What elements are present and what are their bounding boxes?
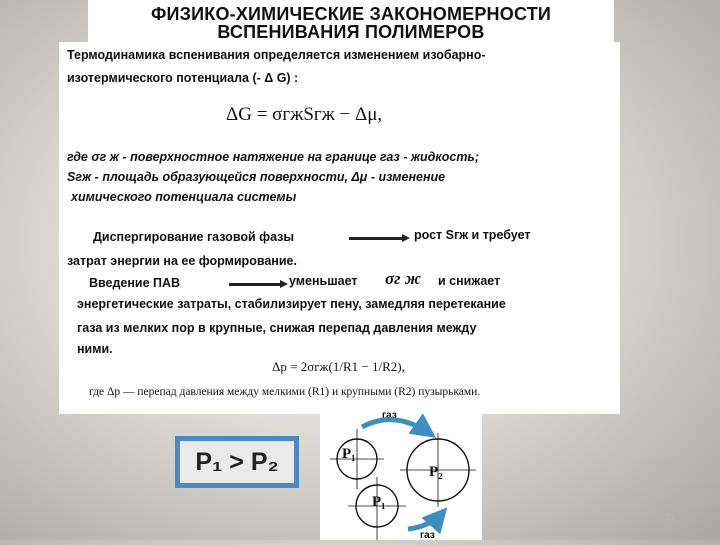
p1-top-label: P₁ [342,446,356,462]
p2-label: P₂ [429,464,443,480]
formula-gibbs: ΔG = σгжSгж − Δμ, [226,104,383,125]
title-line-1: ФИЗИКО-ХИМИЧЕСКИЕ ЗАКОНОМЕРНОСТИ [150,4,552,24]
energetic-line: энергетические затраты, стабилизирует пену, замедляя перетекание [77,297,506,311]
page-number: 21 [666,512,677,522]
formula-pressure: Δp = 2σгж(1/R1 − 1/R2), [272,359,405,374]
gas-label-bottom: газ [420,530,435,540]
arrow-right-icon [349,237,406,240]
sigma-symbol: σг ж [385,269,421,288]
energy-line: затрат энергии на ее формирование. [67,254,297,268]
gas-label-top: газ [382,410,397,421]
title-line-2: ВСПЕНИВАНИЯ ПОЛИМЕРОВ [217,22,485,42]
reduces-text: уменьшает [289,274,358,288]
top-flow-arrow-icon [362,420,432,435]
arrow-right-icon [229,283,284,286]
bubble-diagram [320,405,482,540]
where-line-1: где σг ж - поверхностное натяжение на границе газ - жидкость; [67,150,480,164]
dispersion-text: Диспергирование газовой фазы [93,230,295,244]
p1-bottom-label: P₁ [372,494,386,510]
where-line-3: химического потенциала системы [71,190,297,204]
intro-line-1: Термодинамика вспенивания определяется изменением изобарно- [67,48,486,62]
pressure-note: где Δp — перепад давления между мелкими (R1) и крупными (R2) пузырьками. [89,386,481,398]
them-line: ними. [77,342,113,356]
bubble-diagram-svg [320,405,482,540]
content-panel [59,42,620,414]
intro-line-2: изотермического потенциала (- Δ G) : [67,71,299,85]
growth-text: рост Sгж и требует [414,228,531,242]
pav-text: Введение ПАВ [89,276,181,290]
gas-line: газа из мелких пор в крупные, снижая перепад давления между [77,321,477,335]
where-line-2: Sгж - площадь образующейся поверхности, Δμ - изменение [67,170,446,184]
slide-title [88,0,614,42]
pressure-comparison-text: P₁ > P₂ [180,441,294,483]
lowers-text: и снижает [438,274,501,288]
pressure-comparison-box [175,436,299,488]
bottom-flow-arrow-icon [408,511,444,529]
